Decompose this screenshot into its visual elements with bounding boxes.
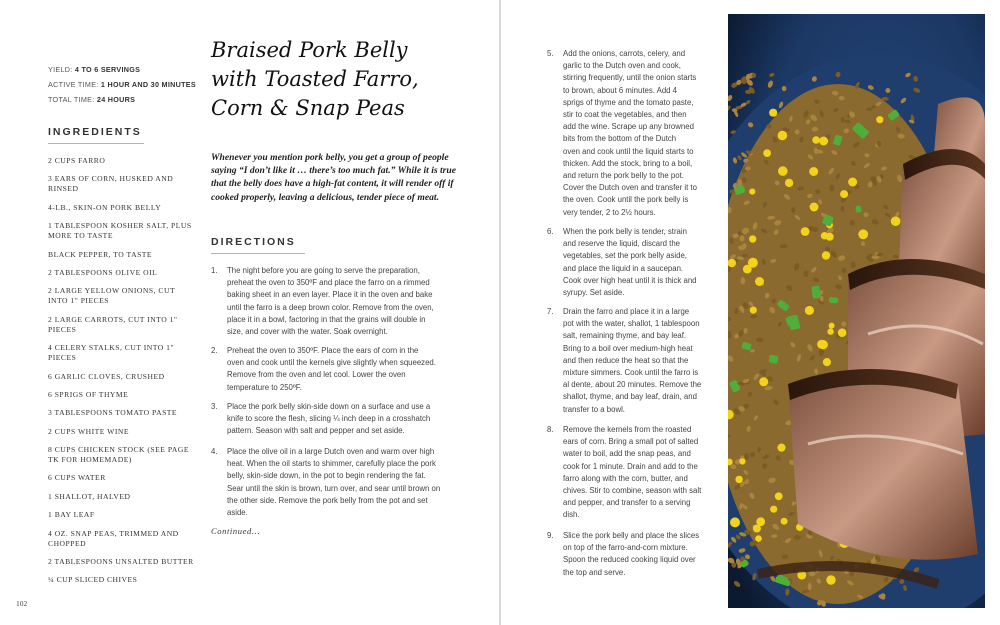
title-line: with Toasted Farro, xyxy=(211,67,419,91)
step-line: Cover the Dutch oven and transfer it to xyxy=(563,183,697,193)
ingredient-item: 1 SHALLOT, HALVED xyxy=(48,491,131,501)
step-line: syrupy. Set aside. xyxy=(563,288,625,298)
step-line: knife to score the flesh, slicing ¼ inch deep in a crosshatch xyxy=(227,414,431,424)
step-line: Preheat the oven to 350ºF. Place the ears of corn in the xyxy=(227,346,419,355)
step-number: 1. xyxy=(211,266,218,275)
ingredients-rule xyxy=(48,143,144,144)
step-line: stir to coat the vegetables, and then xyxy=(563,110,687,120)
ingredient-item: BLACK PEPPER, TO TASTE xyxy=(48,249,153,259)
step-line: shallot, thyme, and bay leaf, drain, and xyxy=(563,392,697,402)
yield-label: YIELD: xyxy=(48,65,73,74)
step-line: Bring to a boil over medium-high heat xyxy=(563,343,693,353)
step-number: 8. xyxy=(547,425,554,434)
step-text xyxy=(563,530,699,579)
step-line: vegetables, set the pork belly aside, xyxy=(563,251,687,261)
step-line: heat. When the oil starts to shimmer, carefully place the pork xyxy=(227,459,436,469)
step-line: to brown, about 6 minutes. Add 4 xyxy=(563,85,677,95)
dish-photo xyxy=(728,14,985,608)
step-line: the top and serve. xyxy=(563,567,626,577)
ingredient-item: 2 CUPS FARRO xyxy=(48,156,106,165)
step-line: the other side. Remove the pork belly from the pot and set xyxy=(227,495,428,505)
ingredient-item: ¼ CUP SLICED CHIVES xyxy=(48,575,138,585)
step-line: salt, remaining thyme, and bay leaf. xyxy=(563,331,687,341)
step-line: belly, skin-side down, in the pot to begin rendering the fat. xyxy=(227,471,426,481)
step-line: garlic to the Dutch oven and cook, xyxy=(563,61,681,71)
active-time-value: 1 HOUR AND 30 MINUTES xyxy=(100,80,196,89)
step-number: 6. xyxy=(547,227,554,236)
ingredients-heading: INGREDIENTS xyxy=(48,126,142,138)
step-line: cook for 1 minute. Drain and add to the xyxy=(563,461,698,471)
step-line: dish. xyxy=(563,510,580,520)
ingredient-item: 6 GARLIC CLOVES, CRUSHED xyxy=(48,371,165,381)
step-line: size, and cover with the water. Soak overnight. xyxy=(227,327,388,337)
ingredient-item: 4 CELERY STALKS, CUT INTO 1" PIECES xyxy=(48,343,175,363)
ingredient-item: 2 TABLESPOONS OLIVE OIL xyxy=(48,267,158,277)
step-line: chives. Stir to combine, season with salt xyxy=(563,486,702,496)
active-time-label: ACTIVE TIME: xyxy=(48,80,99,89)
step-line: pot with the water, shallot, 1 tablespoon xyxy=(563,319,700,329)
step-line: and place the liquid in a saucepan. xyxy=(563,263,684,273)
ingredient-item: 2 CUPS WHITE WINE xyxy=(48,426,129,436)
step-line: aside. xyxy=(227,508,248,518)
ingredient-item: 1 TABLESPOON KOSHER SALT, PLUS MORE TO TASTE xyxy=(48,221,192,241)
step-text xyxy=(227,401,430,438)
step-text xyxy=(563,424,701,522)
step-line: Place the olive oil in a large Dutch oven and warm over high xyxy=(227,447,435,456)
step-text xyxy=(227,345,436,394)
step-line: al dente, about 20 minutes. Remove the xyxy=(563,380,702,390)
step-line: and pepper, and transfer to a serving xyxy=(563,498,691,508)
step-line: bits from the bottom of the Dutch xyxy=(563,134,677,144)
step-line: Slice the pork belly and place the slices xyxy=(563,531,700,540)
step-line: Remove the kernels from the roasted xyxy=(563,425,692,434)
step-line: Spoon the reduced cooking liquid over xyxy=(563,555,696,565)
step-line: water to boil, add the snap peas, and xyxy=(563,449,691,459)
step-line: Drain the farro and place it in a large xyxy=(563,307,690,316)
step-number: 2. xyxy=(211,346,218,355)
ingredient-item: 4-LB., SKIN-ON PORK BELLY xyxy=(48,202,162,212)
ingredient-item: 6 SPRIGS OF THYME xyxy=(48,389,129,399)
recipe-title xyxy=(211,36,471,123)
step-text xyxy=(227,265,434,338)
step-line: thicken. Add the stock, bring to a boil, xyxy=(563,158,693,168)
ingredient-item: 1 BAY LEAF xyxy=(48,510,95,520)
total-time-line xyxy=(48,92,198,107)
ingredient-item: 8 CUPS CHICKEN STOCK (SEE PAGE TK FOR HOMEMADE) xyxy=(48,445,189,465)
page-number: 102 xyxy=(16,599,28,608)
step-line: farro along with the corn, butter, and xyxy=(563,473,688,483)
step-line: oven and cook until the kernels give slightly when squeezed. xyxy=(227,358,436,368)
ingredient-item: 6 CUPS WATER xyxy=(48,473,106,483)
ingredient-item: 2 LARGE YELLOW ONIONS, CUT INTO 1" PIECES xyxy=(48,286,175,306)
step-line: Sear until the skin is brown, turn over, and sear until brown on xyxy=(227,483,441,493)
title-line: Corn & Snap Peas xyxy=(211,96,405,120)
step-number: 5. xyxy=(547,49,554,58)
step-line: Add the onions, carrots, celery, and xyxy=(563,49,686,58)
step-line: Remove from the oven and let cool. Lower the oven xyxy=(227,370,406,380)
step-line: very tender, 2 to 2½ hours. xyxy=(563,207,656,217)
step-line: baking sheet in an even layer. Place it in the oven and bake xyxy=(227,290,433,300)
step-line: temperature to 250ºF. xyxy=(227,382,302,392)
step-line: ears of corn. Bring a small pot of salted xyxy=(563,437,699,447)
ingredient-item: 3 TABLESPOONS TOMATO PASTE xyxy=(48,408,178,418)
ingredient-item: 2 TABLESPOONS UNSALTED BUTTER xyxy=(48,557,194,567)
active-time-line xyxy=(48,77,198,92)
yield-line xyxy=(48,62,198,77)
step-line: add the wine. Scrape up any browned xyxy=(563,122,694,132)
step-line: and reserve the liquid, discard the xyxy=(563,239,681,249)
step-line: stirring frequently, until the onion starts xyxy=(563,73,697,83)
directions-rule xyxy=(211,253,305,254)
step-line: When the pork belly is tender, strain xyxy=(563,227,687,236)
step-line: the oven. Cook until the pork belly is xyxy=(563,195,689,205)
total-time-value: 24 HOURS xyxy=(96,95,136,104)
step-text xyxy=(563,306,701,416)
total-time-label: TOTAL TIME: xyxy=(48,95,95,104)
ingredient-item: 4 OZ. SNAP PEAS, TRIMMED AND CHOPPED xyxy=(48,528,179,548)
directions-heading: DIRECTIONS xyxy=(211,236,296,248)
step-number: 7. xyxy=(547,307,554,316)
step-line: preheat the oven to 350ºF and place the farro on a rimmed xyxy=(227,278,430,288)
step-line: and return the pork belly to the pot. xyxy=(563,171,684,181)
step-number: 4. xyxy=(211,447,218,456)
step-line: until the farro is a deep brown color. Remove from the oven, xyxy=(227,302,434,312)
step-line: Place the pork belly skin-side down on a surface and use a xyxy=(227,402,431,411)
step-line: on top of the farro-and-corn mixture. xyxy=(563,543,688,553)
step-number: 3. xyxy=(211,402,218,411)
page-gutter xyxy=(499,0,501,625)
yield-value: 4 TO 6 SERVINGS xyxy=(74,65,141,74)
title-line: Braised Pork Belly xyxy=(211,38,408,62)
step-number: 9. xyxy=(547,531,554,540)
step-line: sprigs of thyme and the tomato paste, xyxy=(563,97,694,107)
step-text xyxy=(563,226,697,299)
step-line: The night before you are going to serve the preparation, xyxy=(227,266,420,275)
ingredients-list xyxy=(48,156,194,594)
step-line: oven and cook until the liquid starts to xyxy=(563,146,694,156)
step-line: pattern. Season with salt and pepper and set aside. xyxy=(227,426,405,436)
step-line: transfer to a bowl. xyxy=(563,404,625,414)
step-line: and then reduce the heat so that the xyxy=(563,355,689,365)
step-line: mixture simmers. Cook until the farro is xyxy=(563,368,699,378)
ingredient-item: 2 LARGE CARROTS, CUT INTO 1" PIECES xyxy=(48,314,178,334)
step-line: Cook over high heat until it is thick and xyxy=(563,275,697,285)
continued-note: Continued… xyxy=(211,526,260,536)
recipe-meta xyxy=(48,62,198,107)
recipe-intro: Whenever you mention pork belly, you get a group of people saying “I don’t like it … there’s too much fat.” While it is true that the belly does have a high-fat content, it will render off if cooked properly, leaving a delicious, tender piece of meat. xyxy=(211,152,457,203)
step-text xyxy=(227,446,440,519)
ingredient-item: 3 EARS OF CORN, HUSKED AND RINSED xyxy=(48,174,174,194)
step-line: place it in a bowl, factoring in that the grains will double in xyxy=(227,314,426,324)
step-text xyxy=(563,48,697,219)
